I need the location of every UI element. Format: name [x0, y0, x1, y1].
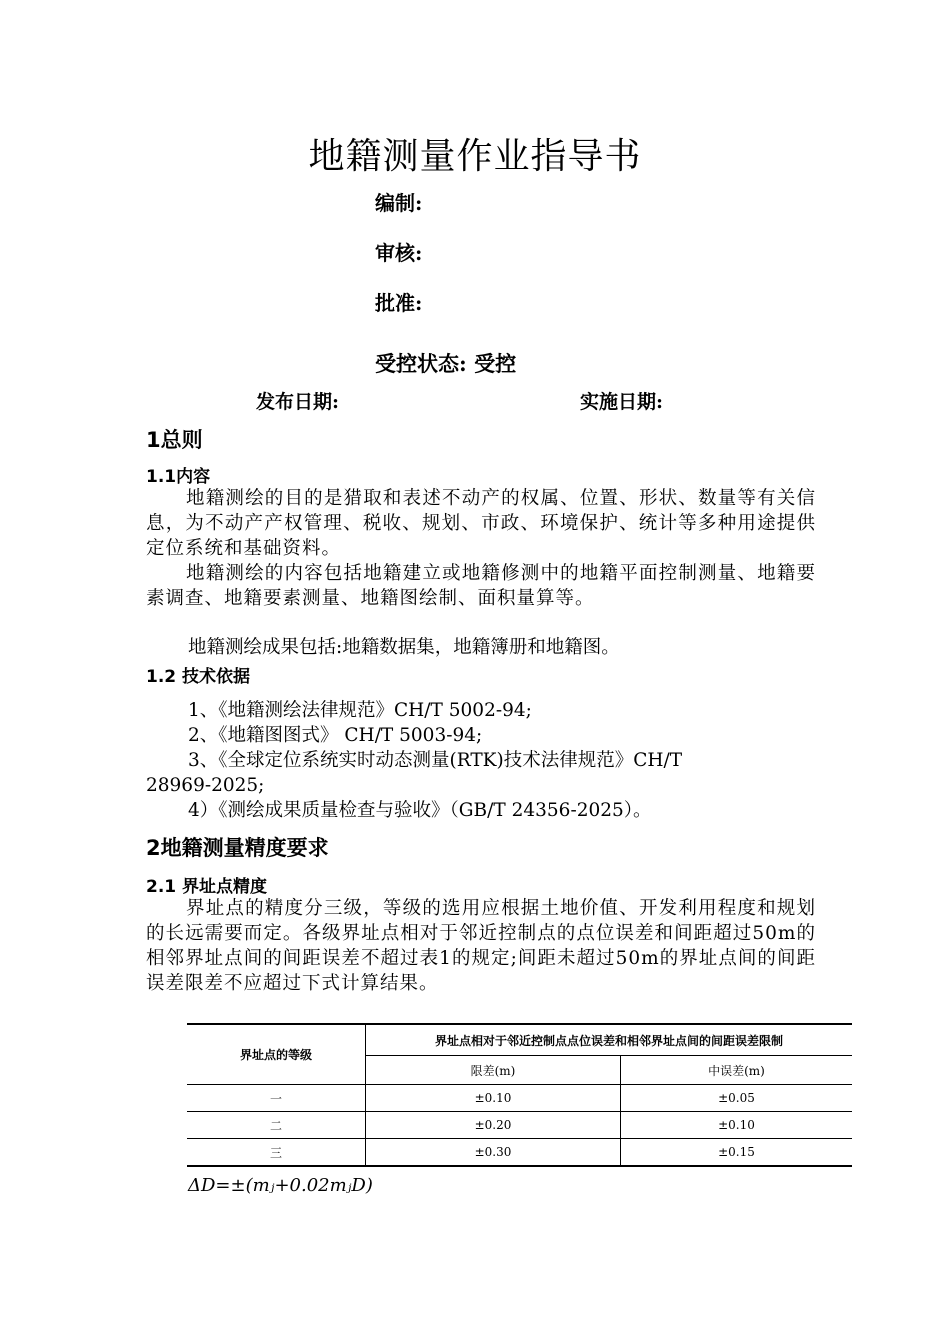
cell-limit: ±0.20 — [366, 1112, 621, 1139]
cell-level: 一 — [187, 1085, 366, 1112]
compile-label: 编制: — [375, 191, 423, 215]
release-date-label: 发布日期: — [256, 391, 340, 413]
table-row — [187, 1139, 852, 1167]
cell-mid-error: ±0.15 — [621, 1139, 853, 1167]
paragraph-scope: 地籍测绘的内容包括地籍建立或地籍修测中的地籍平面控制测量、地籍要素调查、地籍要素测量、地籍图绘制、面积量算等。 — [146, 563, 816, 609]
reference-item: 4）《测绘成果质量检查与验收》（GB/T 24356-2025）。 — [188, 800, 652, 821]
reference-item: 3、《全球定位系统实时动态测量(RTK)技术法律规范》CH/T — [188, 750, 683, 771]
section-1-1-heading: 1.1内容 — [146, 467, 211, 487]
section-2-1-content — [146, 896, 816, 996]
reference-item: 1、《地籍测绘法律规范》CH/T 5002-94; — [188, 700, 532, 721]
header-group: 界址点相对于邻近控制点点位误差和相邻界址点间的间距误差限制 — [366, 1024, 853, 1056]
review-label: 审核: — [375, 241, 423, 265]
cell-mid-error: ±0.10 — [621, 1112, 853, 1139]
cell-limit: ±0.10 — [366, 1085, 621, 1112]
approve-label: 批准: — [375, 291, 423, 315]
section-2-1-heading: 2.1 界址点精度 — [146, 877, 268, 897]
header-limit: 限差(m) — [366, 1056, 621, 1085]
section-2-heading: 2地籍测量精度要求 — [146, 836, 329, 860]
reference-item: 2、《地籍图图式》 CH/T 5003-94; — [188, 725, 483, 746]
paragraph-boundary-accuracy: 界址点的精度分三级，等级的选用应根据土地价值、开发利用程度和规划的长远需要而定。各级界址点相对于邻近控制点的点位误差和间距超过50m的相邻界址点间的间距误差不超过表1的规定;间距未超过50m的界址点间的间距误差限差不应超过下式计算结果。 — [146, 898, 816, 994]
cell-limit: ±0.30 — [366, 1139, 621, 1167]
cell-level: 三 — [187, 1139, 366, 1167]
table-row — [187, 1085, 852, 1112]
control-status: 受控状态: 受控 — [375, 351, 517, 376]
header-mid-error: 中误差(m) — [621, 1056, 853, 1085]
paragraph-purpose: 地籍测绘的目的是猎取和表述不动产的权属、位置、形状、数量等有关信息，为不动产产权管理、税收、规划、市政、环境保护、统计等多种用途提供定位系统和基础资料。 — [146, 488, 816, 559]
section-1-2-heading: 1.2 技术依据 — [146, 667, 251, 687]
section-1-1-content — [146, 486, 816, 611]
implement-date-label: 实施日期: — [580, 391, 664, 413]
header-level: 界址点的等级 — [187, 1024, 366, 1085]
paragraph-results: 地籍测绘成果包括:地籍数据集，地籍簿册和地籍图。 — [188, 637, 620, 658]
section-1-heading: 1总则 — [146, 428, 203, 452]
table-row — [187, 1112, 852, 1139]
cell-level: 二 — [187, 1112, 366, 1139]
distance-error-formula: ΔD=±(mⱼ+0.02mⱼD) — [188, 1175, 373, 1196]
cell-mid-error: ±0.05 — [621, 1085, 853, 1112]
accuracy-table — [187, 1023, 852, 1167]
page-title: 地籍测量作业指导书 — [308, 136, 642, 177]
reference-item-continuation: 28969-2025; — [146, 775, 265, 796]
